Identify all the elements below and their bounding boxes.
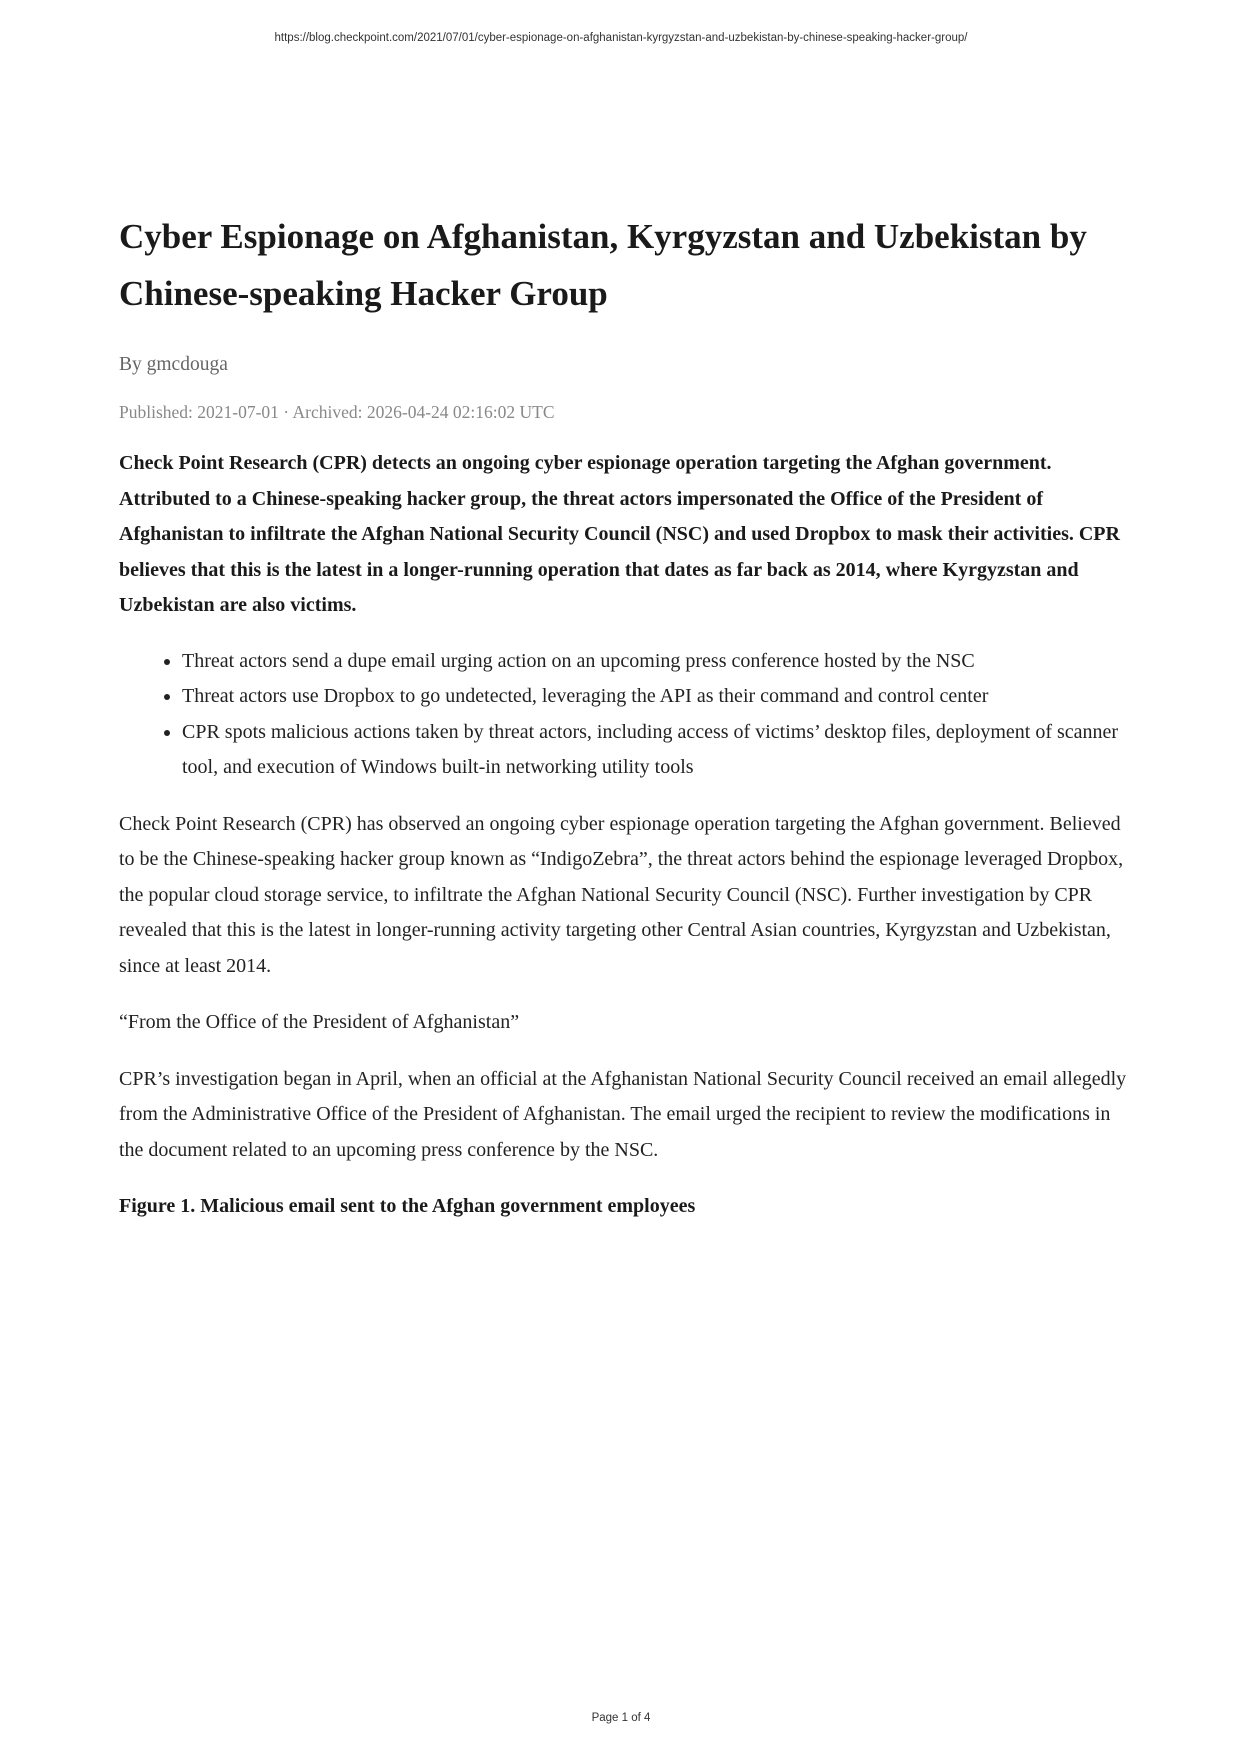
page-url-header: https://blog.checkpoint.com/2021/07/01/cyber-espionage-on-afghanistan-kyrgyzstan-and-uzbekistan-by-chinese-speaking-hacker-group/ xyxy=(274,32,968,44)
summary-bullet: • Threat actors use Dropbox to go undetected, leveraging the API as their command and control center xyxy=(182,679,1129,715)
summary-bullet: • Threat actors send a dupe email urging action on an upcoming press conference hosted by the NSC xyxy=(182,644,1129,680)
section-quote-heading: “From the Office of the President of Afghanistan” xyxy=(119,1011,520,1033)
summary-bullet: • CPR spots malicious actions taken by threat actors, including access of victims’ desktop files, deployment of scanner tool, and execution of Windows built-in networking utility tools xyxy=(182,715,1129,786)
article-title: Cyber Espionage on Afghanistan, Kyrgyzstan and Uzbekistan by Chinese-speaking Hacker Group xyxy=(119,217,1087,313)
body-paragraph: Check Point Research (CPR) has observed an ongoing cyber espionage operation targeting the Afghan government. Believed to be the Chinese-speaking hacker group known as “IndigoZebra”, the threat actors behind the espionage leveraged Dropbox, the popular cloud storage service, to infiltrate the Afghan National Security Council (NSC). Further investigation by CPR revealed that this is the latest in longer-running activity targeting other Central Asian countries, Kyrgyzstan and Uzbekistan, since at least 2014. xyxy=(119,812,1124,977)
article-meta: Published: 2021-07-01 · Archived: 2026-04-24 02:16:02 UTC xyxy=(119,402,555,422)
article xyxy=(119,208,1129,1225)
body-paragraph: CPR’s investigation began in April, when an official at the Afghanistan National Security Council received an email allegedly from the Administrative Office of the President of Afghanistan. The email urged the recipient to review the modifications in the document related to an upcoming press conference by the NSC. xyxy=(119,1067,1127,1161)
summary-bullet-list xyxy=(119,644,1129,786)
page-number: Page 1 of 4 xyxy=(591,1712,651,1724)
article-byline: By gmcdouga xyxy=(119,354,228,375)
figure-caption: Figure 1. Malicious email sent to the Afghan government employees xyxy=(119,1195,696,1217)
article-lede: Check Point Research (CPR) detects an ongoing cyber espionage operation targeting the Afghan government. Attributed to a Chinese-speaking hacker group, the threat actors impersonated the Office of the President of Afghanistan to infiltrate the Afghan National Security Council (NSC) and used Dropbox to mask their activities. CPR believes that this is the latest in a longer-running operation that dates as far back as 2014, where Kyrgyzstan and Uzbekistan are also victims. xyxy=(119,452,1120,616)
